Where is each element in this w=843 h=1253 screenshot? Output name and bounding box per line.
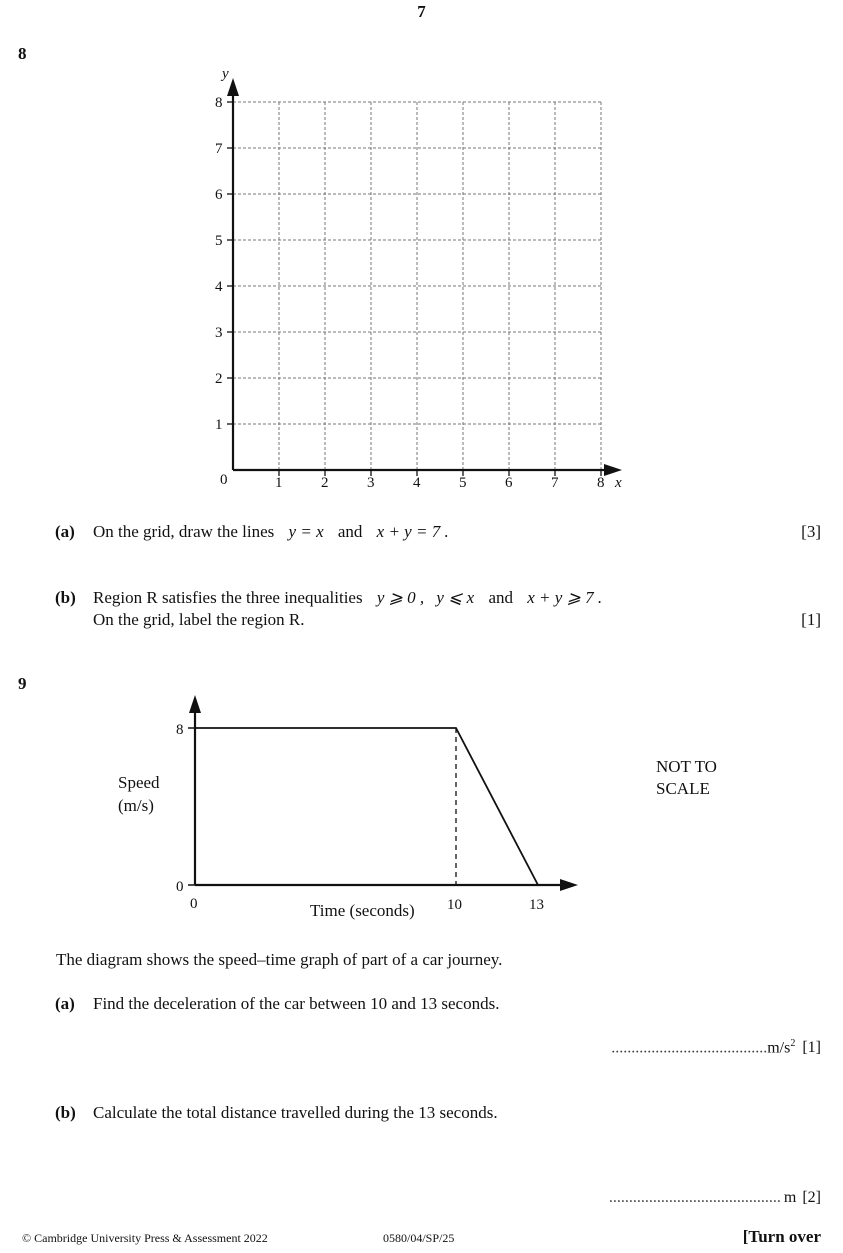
q8-y-tick-label: 7	[215, 141, 223, 157]
q9-speed-line	[195, 728, 538, 885]
q8-y-tick-label: 8	[215, 95, 223, 111]
q9b-text: Calculate the total distance travelled during the 13 seconds.	[93, 1103, 498, 1122]
q9-x-tick-label-0: 0	[190, 896, 198, 912]
q9-not-to-scale-line2: SCALE	[656, 779, 710, 798]
q8-y-tick-label: 5	[215, 233, 223, 249]
q8-y-arrow-icon	[227, 78, 239, 96]
footer-turn-over: [Turn over	[742, 1227, 821, 1246]
q8b-ineq3: x + y ⩾ 7 .	[527, 588, 603, 607]
q8-y-tick-label: 1	[215, 417, 223, 433]
q9-x-tick-label-10: 10	[447, 897, 462, 913]
q8-y-tick-label: 6	[215, 187, 223, 203]
q8a-label: (a)	[55, 522, 75, 541]
q9a-unit: m/s	[767, 1039, 791, 1057]
q8-gridlines	[233, 102, 601, 470]
q8-y-tick-labels	[215, 95, 223, 433]
q8-x-tick-label: 6	[505, 475, 513, 491]
q9-y-axis-label-line1: Speed	[118, 773, 160, 792]
q8b-instruction: Region R satisfies the three inequalities	[93, 588, 363, 607]
q8-tick-marks	[227, 102, 601, 476]
q8-x-tick-label: 8	[597, 475, 605, 491]
q9b-marks: [2]	[802, 1189, 821, 1206]
q9-x-tick-label-13: 13	[529, 897, 544, 913]
q8b-line2: On the grid, label the region R.	[93, 610, 305, 629]
q8a-eq1: y = x	[288, 522, 324, 541]
q8-x-tick-label: 1	[275, 475, 283, 491]
q8a-marks: [3]	[801, 522, 821, 541]
q9a-text: Find the deceleration of the car between 10 and 13 seconds.	[93, 994, 500, 1013]
page-number: 7	[417, 2, 426, 21]
q9-speed-time-graph	[0, 680, 843, 930]
q8-x-axis-label: x	[615, 475, 622, 491]
q8a-text	[93, 522, 449, 542]
question-8-number: 8	[18, 44, 27, 63]
q8-y-tick-label: 4	[215, 279, 223, 295]
q9-y-axis-label-line2: (m/s)	[118, 796, 154, 815]
q8-x-tick-labels	[275, 475, 605, 491]
q9-y-tick-label-0: 0	[176, 879, 184, 895]
q8-y-tick-label: 2	[215, 371, 223, 387]
q9b-answer-dots[interactable]: ...........................................	[608, 1189, 781, 1206]
q8b-marks: [1]	[801, 610, 821, 629]
footer-copyright: © Cambridge University Press & Assessment 2022	[22, 1231, 268, 1245]
q8a-eq2: x + y = 7 .	[376, 522, 449, 541]
q8b-ineq2: y ⩽ x	[436, 588, 475, 607]
q8-y-tick-label: 3	[215, 325, 223, 341]
q9-x-axis-label: Time (seconds)	[310, 901, 415, 920]
q9a-answer-dots[interactable]: .......................................	[611, 1039, 768, 1057]
q8-origin-label: 0	[220, 472, 228, 488]
q8-x-tick-label: 5	[459, 475, 467, 491]
q9b-unit: m	[783, 1189, 797, 1206]
q9b-label: (b)	[55, 1103, 76, 1122]
q9-not-to-scale-line1: NOT TO	[656, 757, 717, 776]
q8-x-tick-label: 4	[413, 475, 421, 491]
q8b-label: (b)	[55, 588, 76, 607]
q9-intro: The diagram shows the speed–time graph of part of a car journey.	[56, 950, 503, 969]
q9b-answer-line	[609, 1189, 821, 1207]
question-9-number: 9	[18, 674, 27, 693]
q9-y-tick-label-8: 8	[176, 722, 184, 738]
q9a-label: (a)	[55, 994, 75, 1013]
q8-x-tick-label: 2	[321, 475, 329, 491]
q9a-answer-line	[611, 1038, 821, 1057]
q8-x-tick-label: 7	[551, 475, 559, 491]
q8b-and: and	[488, 588, 514, 607]
q9a-marks: [1]	[802, 1039, 821, 1057]
q8b-text	[93, 588, 602, 608]
q9-x-arrow-icon	[560, 879, 578, 891]
q9a-unit-sup: 2	[790, 1038, 796, 1049]
q8-x-tick-label: 3	[367, 475, 375, 491]
q8b-ineq1: y ⩾ 0 ,	[376, 588, 425, 607]
q8-y-axis-label: y	[222, 66, 229, 82]
footer-paper-code: 0580/04/SP/25	[383, 1231, 455, 1245]
q8a-instruction: On the grid, draw the lines	[93, 522, 275, 541]
q9-y-arrow-icon	[189, 695, 201, 713]
q8a-and: and	[337, 522, 363, 541]
q8-grid-chart	[0, 0, 843, 500]
